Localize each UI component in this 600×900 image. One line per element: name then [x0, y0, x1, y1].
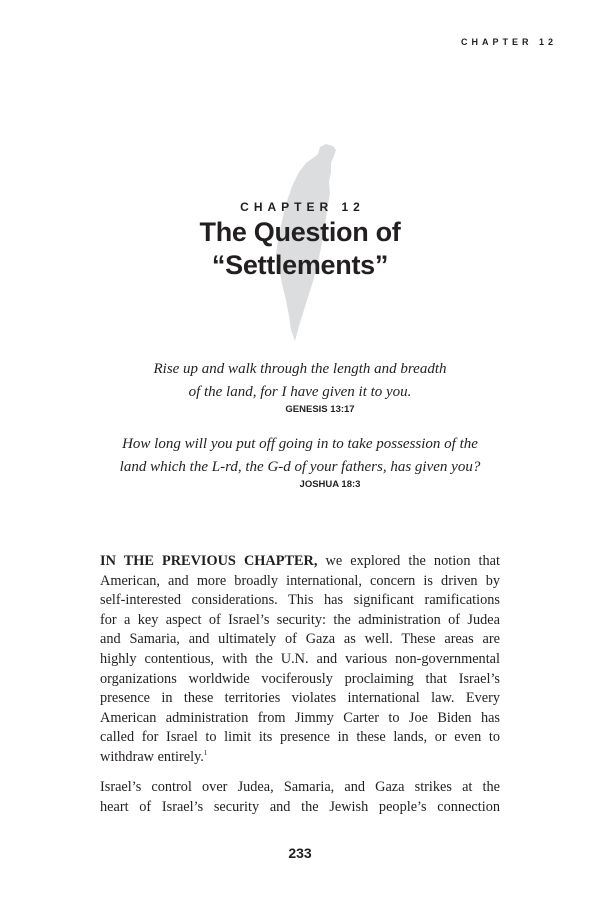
text-line: presence in these territories violates international law. Every	[100, 690, 500, 707]
title-line: The Question of	[199, 217, 401, 247]
text-line: for a key aspect of Israel’s security: the administration of Judea	[100, 611, 500, 628]
text-line: heart of Israel’s security and the Jewish people’s connection	[100, 798, 500, 815]
epigraph-source: GENESIS 13:17	[285, 404, 355, 415]
text-line: organizations worldwide vociferously proclaiming that Israel’s	[100, 670, 500, 687]
lead-in: IN THE PREVIOUS CHAPTER,	[100, 553, 318, 569]
text-line: highly contentious, with the U.N. and various non-governmental	[100, 650, 500, 667]
text-line: American administration from Jimmy Carter to Joe Biden has	[100, 709, 500, 726]
epigraph-source: JOSHUA 18:3	[299, 479, 361, 490]
text-line: and Samaria, and ultimately of Gaza as well. These areas are	[100, 631, 500, 648]
epigraph-line: How long will you put off going in to take possession of the	[122, 436, 478, 452]
text-line: self-interested considerations. This has significant ramifications	[100, 592, 500, 609]
text-line: called for Israel to limit its presence in these lands, or even to	[100, 729, 500, 746]
text-line: American, and more broadly international, concern is driven by	[100, 572, 500, 589]
body-paragraph	[100, 552, 500, 768]
epigraph-line: Rise up and walk through the length and breadth	[153, 361, 447, 377]
chapter-label: CHAPTER 12	[240, 200, 365, 214]
chapter-title	[0, 216, 600, 282]
text-line	[100, 748, 500, 768]
footnote-ref[interactable]: 1	[203, 748, 208, 757]
text-line	[100, 552, 500, 572]
page-number: 233	[288, 845, 312, 861]
epigraph-line: of the land, for I have given it to you.	[188, 384, 412, 400]
body-paragraph	[100, 778, 500, 817]
text-span: withdraw entirely.	[100, 748, 204, 765]
epigraph-line: land which the L-rd, the G-d of your fathers, has given you?	[119, 459, 481, 475]
epigraph	[0, 433, 600, 490]
text-line: Israel’s control over Judea, Samaria, and Gaza strikes at the	[100, 779, 500, 795]
epigraph	[0, 358, 600, 415]
running-header: CHAPTER 12	[460, 37, 557, 47]
title-line: “Settlements”	[211, 250, 389, 280]
text-span: we explored the notion that	[317, 553, 500, 569]
